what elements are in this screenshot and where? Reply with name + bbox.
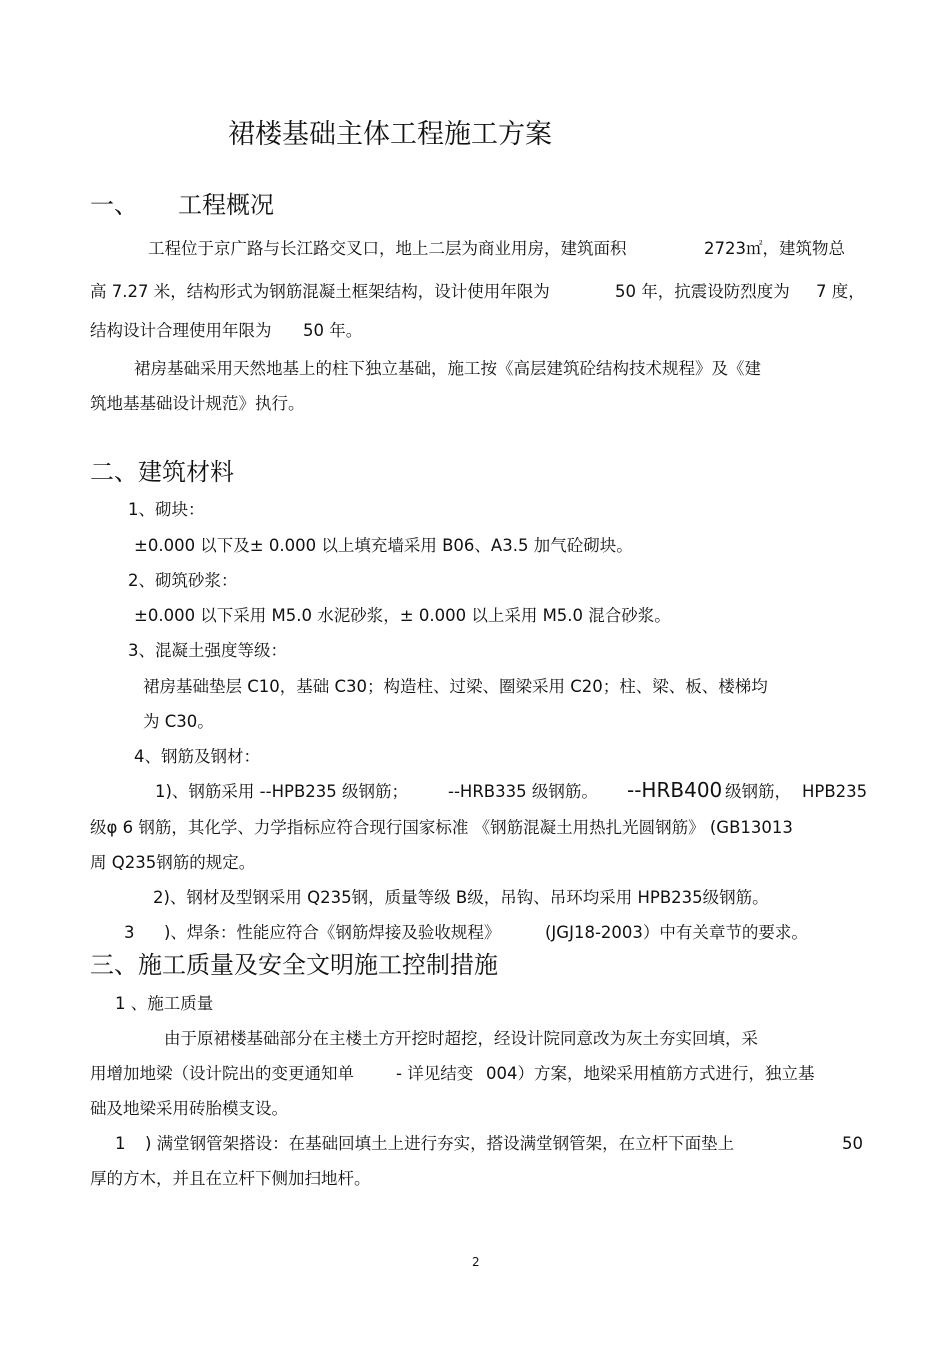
- s2-item4a-part1: 1)、钢筋采用 --HPB235 级钢筋；: [155, 782, 409, 801]
- s1-p1-line2a: 高 7.27 米，结构形式为钢筋混凝土框架结构，设计使用年限为: [90, 282, 550, 301]
- s2-item4-label: 4、钢筋及钢材：: [134, 747, 260, 766]
- s2-item2-label: 2、砌筑砂浆：: [128, 571, 238, 590]
- s3-p2-num: 1: [115, 1134, 126, 1153]
- s2-item1-text: ±0.000 以下及± 0.000 以上填充墙采用 B06、A3.5 加气砼砌块。: [134, 536, 633, 555]
- s1-p1-line3a: 结构设计合理使用年限为: [90, 321, 272, 340]
- s3-p1-line3: 础及地梁采用砖胎模支设。: [90, 1099, 288, 1118]
- s2-item3-label: 3、混凝土强度等级：: [128, 641, 287, 660]
- s2-item4e-text2: (JGJ18-2003）中有关章节的要求。: [545, 923, 808, 942]
- page-number: 2: [472, 1255, 480, 1269]
- s2-item4b: 级φ 6 钢筋，其化学、力学指标应符合现行国家标准 《钢筋混凝土用热扎光圆钢筋》 (GB13013: [90, 818, 793, 837]
- s1-p1-line2c: 7 度，: [816, 282, 865, 301]
- s2-item4a-part4: 级钢筋，: [725, 782, 791, 801]
- s2-item3-text1: 裙房基础垫层 C10，基础 C30；构造柱、过梁、圈梁采用 C20；柱、梁、板、楼梯均: [143, 677, 768, 696]
- s2-item4a-part2: --HRB335 级钢筋。: [448, 782, 598, 801]
- s2-item1-label: 1、砌块：: [128, 500, 205, 519]
- s1-p2-line2: 筑地基基础设计规范》执行。: [90, 394, 305, 413]
- s2-item4c: 周 Q235钢筋的规定。: [90, 853, 256, 872]
- s3-p1-line2c: 004）方案，地梁采用植筋方式进行，独立基: [486, 1064, 815, 1083]
- section-1-number: 一、: [90, 191, 138, 219]
- s2-item3-text2: 为 C30。: [143, 712, 214, 731]
- section-1-heading: 工程概况: [178, 191, 274, 219]
- s3-p1-line2b: - 详见结变: [396, 1064, 474, 1083]
- s2-item4a-part5: HPB235: [802, 782, 868, 801]
- s2-item4d: 2)、钢材及型钢采用 Q235钢，质量等级 B级，吊钩、吊环均采用 HPB235级钢筋。: [153, 888, 769, 907]
- page-title: 裙楼基础主体工程施工方案: [228, 119, 552, 150]
- s3-p2-num50: 50: [842, 1134, 863, 1153]
- s3-p2-line1: ) 满堂钢管架搭设：在基础回填土上进行夯实，搭设满堂钢管架，在立杆下面垫上: [145, 1134, 735, 1153]
- s2-item4e-num: 3: [124, 923, 135, 942]
- s3-p1-line2a: 用增加地梁（设计院出的变更通知单: [90, 1064, 354, 1083]
- s1-p2-line1: 裙房基础采用天然地基上的柱下独立基础，施工按《高层建筑砼结构技术规程》及《建: [134, 359, 761, 378]
- s1-p1-line1b: 2723㎡，建筑物总: [704, 239, 845, 258]
- s2-item2-text: ±0.000 以下采用 M5.0 水泥砂浆，± 0.000 以上采用 M5.0 混合砂浆。: [134, 606, 671, 625]
- section-3-heading: 三、施工质量及安全文明施工控制措施: [90, 951, 498, 979]
- section-2-heading: 二、建筑材料: [90, 458, 234, 486]
- s3-p2-line2: 厚的方木，并且在立杆下侧加扫地杆。: [90, 1169, 371, 1188]
- s3-item1-label: 1 、施工质量: [115, 994, 214, 1013]
- s1-p1-line3b: 50 年。: [303, 321, 363, 340]
- s1-p1-line2b: 50 年，抗震设防烈度为: [615, 282, 790, 301]
- s2-item4a-part3: --HRB400: [627, 778, 723, 802]
- s1-p1-line1a: 工程位于京广路与长江路交叉口，地上二层为商业用房，建筑面积: [148, 239, 627, 258]
- s2-item4e-text: )、焊条：性能应符合《钢筋焊接及验收规程》: [164, 923, 501, 942]
- s3-p1-line1: 由于原裙楼基础部分在主楼土方开挖时超挖，经设计院同意改为灰土夯实回填，采: [164, 1029, 758, 1048]
